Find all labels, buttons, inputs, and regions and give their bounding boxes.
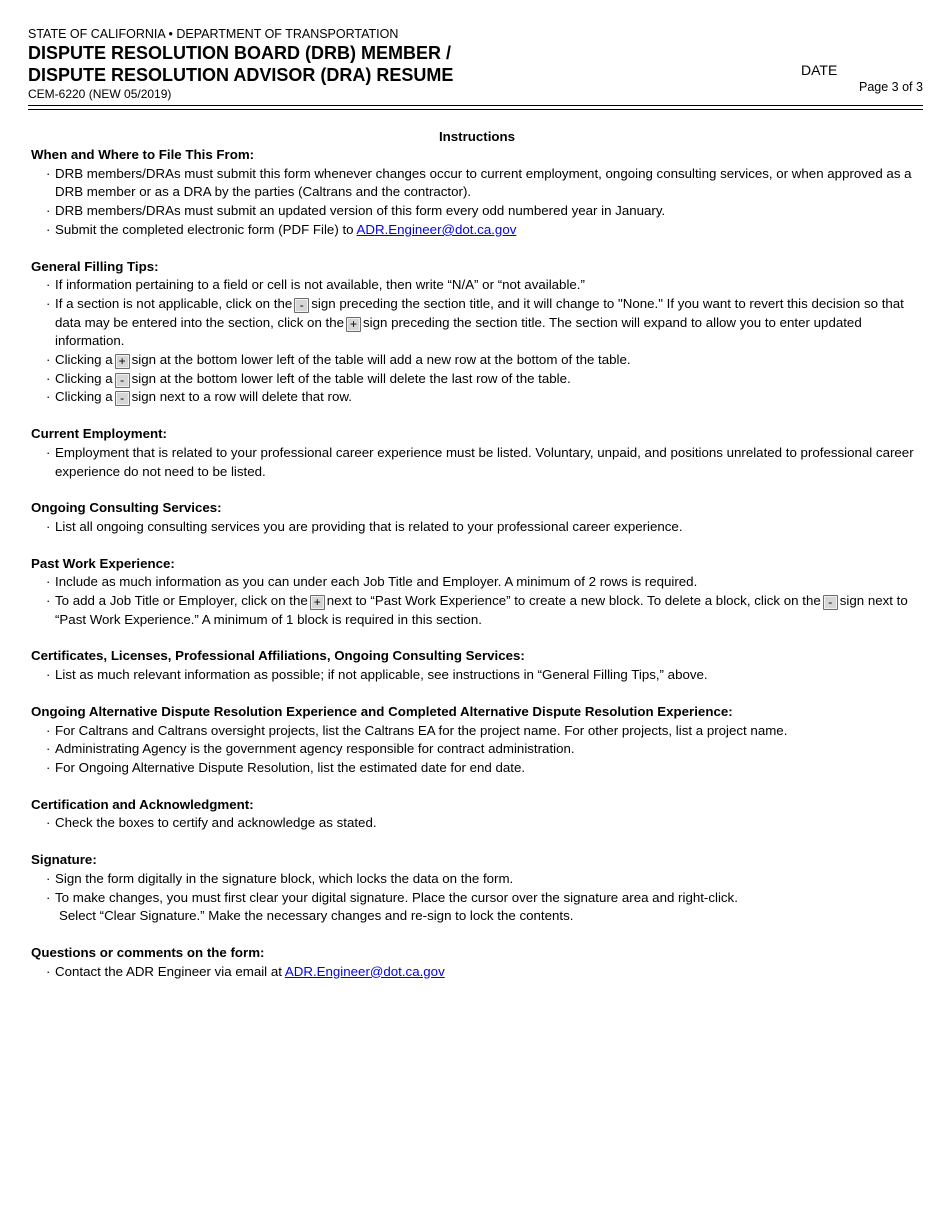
list-item: · For Caltrans and Caltrans oversight projects, list the Caltrans EA for the project name. For other projects, list a project name. — [31, 722, 923, 741]
list-item: · Administrating Agency is the government agency responsible for contract administration. — [31, 740, 923, 759]
adr-email-link[interactable]: ADR.Engineer@dot.ca.gov — [284, 963, 445, 979]
section-questions — [31, 944, 923, 981]
page-number: Page 3 of 3 — [859, 80, 923, 94]
section-heading: General Filling Tips: — [31, 258, 159, 274]
list-item: · If information pertaining to a field or cell is not available, then write “N/A” or “not available.” — [31, 276, 923, 295]
item-text: Submit the completed electronic form (PDF File) to — [55, 221, 357, 237]
section-current-employment — [31, 425, 923, 481]
section-signature — [31, 851, 923, 926]
list-item: · Include as much information as you can under each Job Title and Employer. A minimum of 2 rows is required. — [31, 573, 923, 592]
item-text: Clicking a — [55, 370, 113, 386]
section-heading: Questions or comments on the form: — [31, 944, 265, 960]
list-item — [31, 889, 923, 926]
list-item: · For Ongoing Alternative Dispute Resolution, list the estimated date for end date. — [31, 759, 923, 778]
item-text: sign at the bottom lower left of the table will delete the last row of the table. — [131, 370, 571, 386]
form-number: CEM-6220 (NEW 05/2019) — [28, 87, 172, 101]
instructions-body — [31, 127, 923, 999]
section-heading: Ongoing Alternative Dispute Resolution Experience and Completed Alternative Dispute Resolution Experience: — [31, 703, 733, 719]
item-text: To make changes, you must first clear your digital signature. Place the cursor over the signature area and right-click. — [55, 889, 738, 905]
list-item: · List all ongoing consulting services you are providing that is related to your professional career experience. — [31, 518, 923, 537]
section-heading: Certification and Acknowledgment: — [31, 796, 254, 812]
list-item — [31, 963, 923, 982]
section-certification — [31, 796, 923, 833]
item-text: If a section is not applicable, click on the — [55, 295, 293, 311]
item-text: Clicking a — [55, 389, 113, 405]
minus-button-sample: - — [294, 298, 309, 313]
section-heading: Current Employment: — [31, 426, 167, 442]
list-item — [31, 295, 923, 351]
section-ongoing-consulting — [31, 499, 923, 536]
plus-button-sample: + — [115, 354, 130, 369]
form-title-line-1: DISPUTE RESOLUTION BOARD (DRB) MEMBER / — [28, 43, 451, 63]
list-item — [31, 592, 923, 629]
section-general-tips — [31, 258, 923, 408]
item-text: sign preceding the section title. The section will expand to allow you to enter updated information. — [55, 314, 862, 349]
list-item — [31, 221, 923, 240]
section-certificates — [31, 647, 923, 684]
list-item — [31, 351, 923, 370]
plus-button-sample: + — [310, 595, 325, 610]
list-item — [31, 370, 923, 389]
instructions-title: Instructions — [438, 129, 516, 144]
list-item — [31, 388, 923, 407]
item-text: sign next to “Past Work Experience.” A minimum of 1 block is required in this section. — [55, 593, 908, 627]
form-title-line-2: DISPUTE RESOLUTION ADVISOR (DRA) RESUME — [28, 65, 454, 85]
item-text: sign at the bottom lower left of the table will add a new row at the bottom of the table. — [131, 352, 631, 368]
item-text: sign next to a row will delete that row. — [131, 389, 352, 405]
adr-email-link[interactable]: ADR.Engineer@dot.ca.gov — [356, 221, 517, 237]
section-heading: When and Where to File This From: — [31, 147, 255, 162]
minus-button-sample: - — [823, 595, 838, 610]
form-title — [28, 42, 453, 86]
section-past-work — [31, 555, 923, 630]
item-text: Clicking a — [55, 352, 113, 368]
section-heading: Certificates, Licenses, Professional Affiliations, Ongoing Consulting Services: — [31, 648, 525, 664]
item-text: Contact the ADR Engineer via email at — [55, 963, 285, 979]
date-label: DATE — [801, 62, 838, 78]
list-item: · List as much relevant information as possible; if not applicable, see instructions in “General Filling Tips,” above. — [31, 666, 923, 685]
list-item: · DRB members/DRAs must submit an updated version of this form every odd numbered year in January. — [31, 202, 923, 221]
section-when-where — [31, 146, 923, 240]
list-item: · Employment that is related to your professional career experience must be listed. Voluntary, unpaid, and positions unrelated to professional career experience do not need to be listed. — [31, 444, 923, 481]
minus-button-sample: - — [115, 391, 130, 406]
item-text: next to “Past Work Experience” to create a new block. To delete a block, click on the — [326, 593, 821, 609]
header-divider-thick — [28, 109, 923, 110]
agency-label: STATE OF CALIFORNIA • DEPARTMENT OF TRANSPORTATION — [28, 27, 399, 41]
header-divider-thin — [28, 105, 923, 106]
list-item: · Check the boxes to certify and acknowledge as stated. — [31, 814, 923, 833]
section-heading: Ongoing Consulting Services: — [31, 500, 222, 516]
item-text: sign preceding the section title, and it will change to "None." If you want to revert this decision so that data may be entered into the section, click on the — [55, 295, 904, 330]
item-text: To add a Job Title or Employer, click on the — [55, 593, 308, 609]
section-heading: Past Work Experience: — [31, 555, 175, 571]
section-heading: Signature: — [31, 852, 97, 868]
plus-button-sample: + — [346, 317, 361, 332]
section-adr-experience — [31, 703, 923, 778]
list-item: · Sign the form digitally in the signature block, which locks the data on the form. — [31, 870, 923, 889]
minus-button-sample: - — [115, 373, 130, 388]
list-item: · DRB members/DRAs must submit this form whenever changes occur to current employment, ongoing consulting services, or when approved as a DRB member or as a DRA by the parties (Caltrans and the contractor). — [31, 165, 923, 202]
item-text: Select “Clear Signature.” Make the necessary changes and re-sign to lock the contents. — [59, 908, 574, 924]
